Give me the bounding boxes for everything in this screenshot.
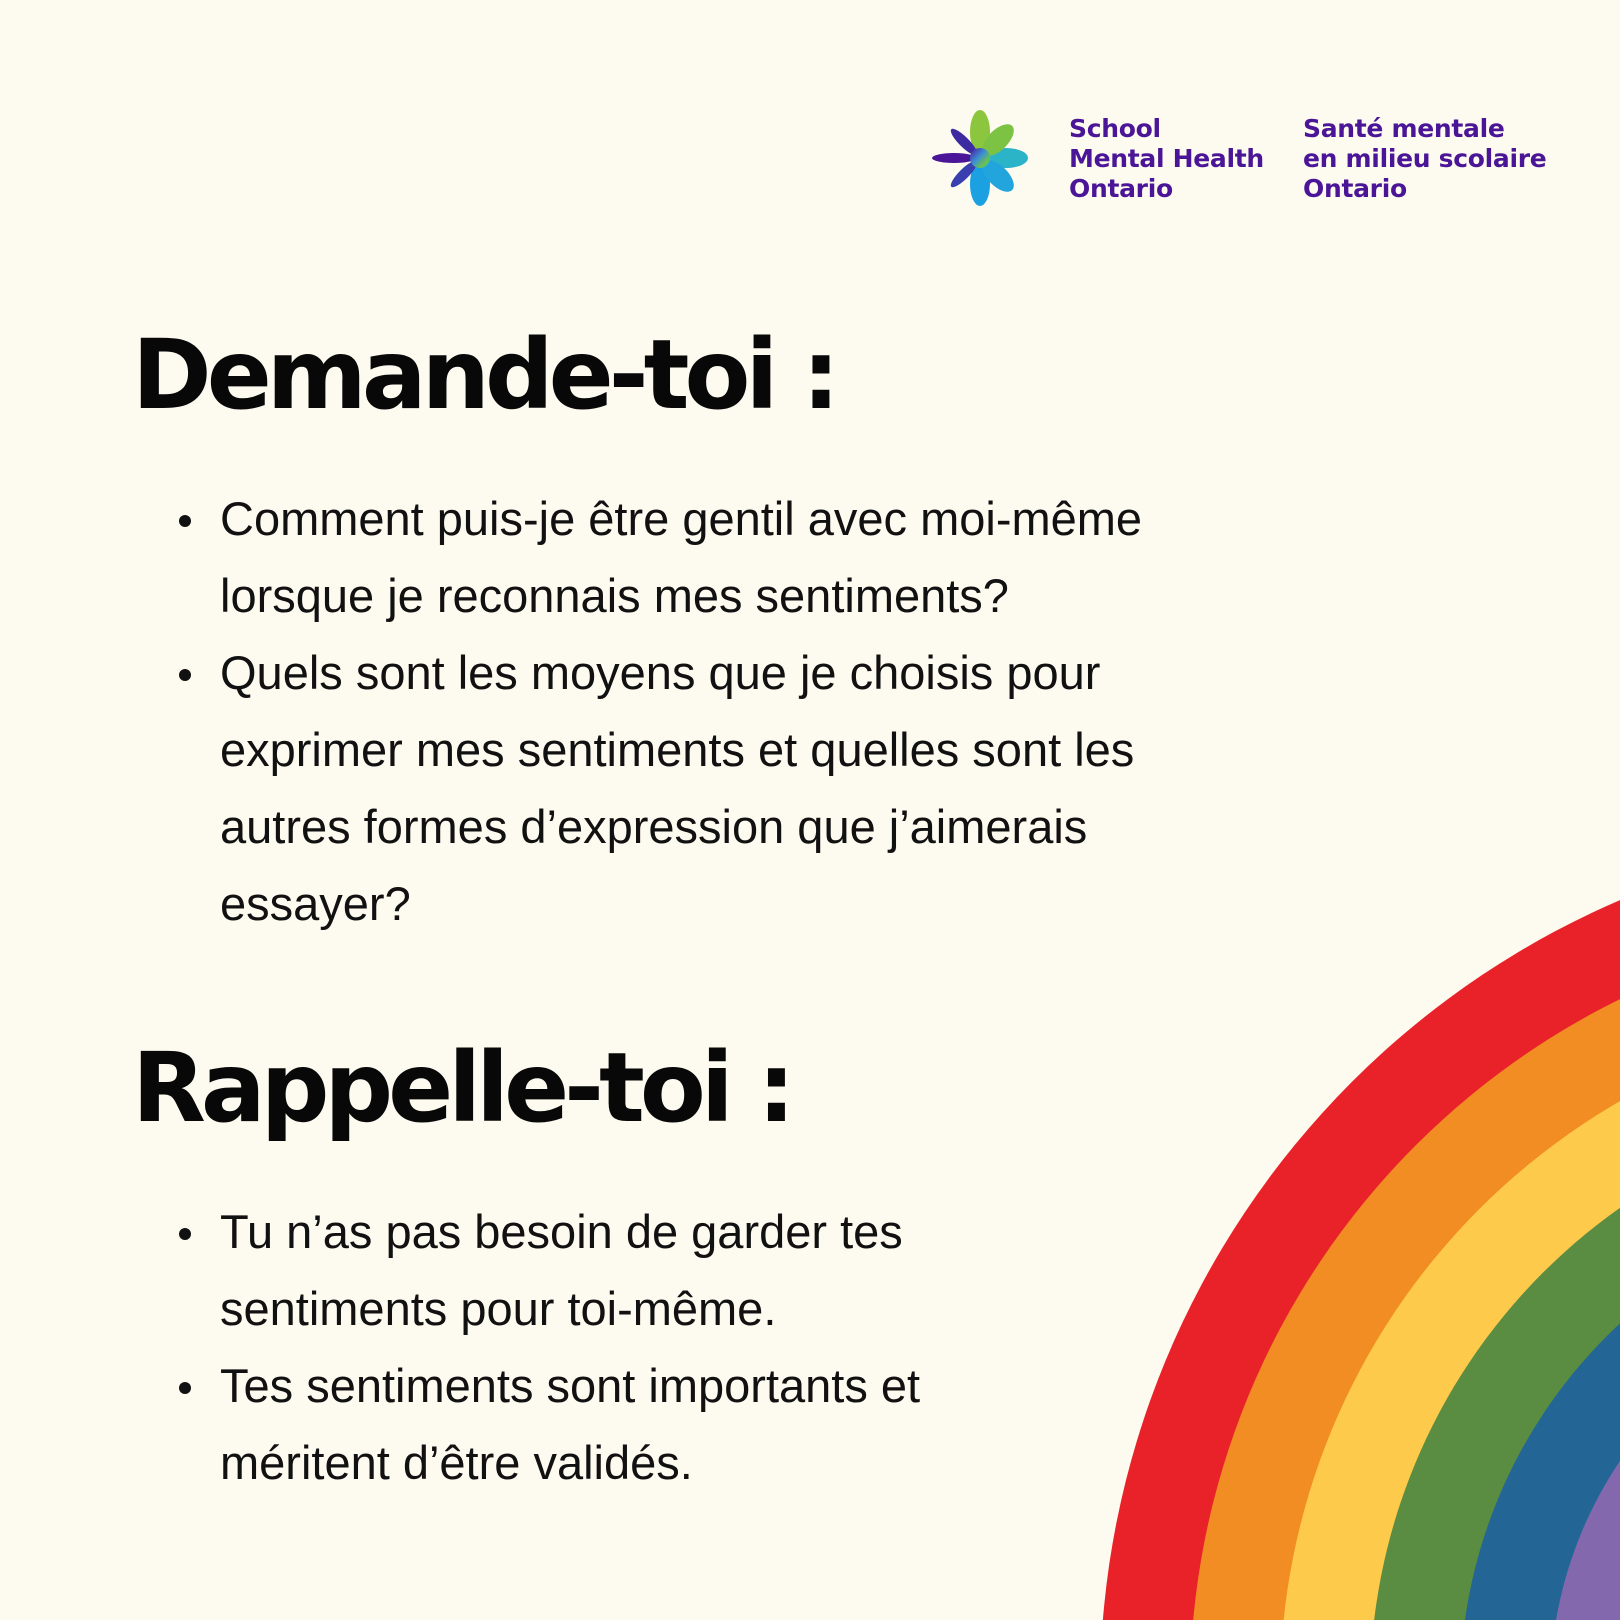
logo-flower-icon: [930, 108, 1030, 208]
list-item: Comment puis-je être gentil avec moi-même lorsque je reconnais mes sentiments?: [175, 480, 1275, 634]
list-item: Tu n’as pas besoin de garder tes sentiments pour toi-même.: [175, 1193, 1025, 1347]
logo-text-french: [1303, 114, 1546, 204]
logo-line: Mental Health: [1069, 144, 1264, 173]
logo-line: en milieu scolaire: [1303, 144, 1547, 173]
question-list: [175, 480, 1275, 942]
list-item: Tes sentiments sont importants et méritent d’être validés.: [175, 1347, 1025, 1501]
heading-rappelle-toi: Rappelle-toi :: [132, 1032, 791, 1144]
logo-line: Ontario: [1069, 174, 1173, 203]
logo-line: Santé mentale: [1303, 114, 1505, 143]
list-item: Quels sont les moyens que je choisis pour exprimer mes sentiments et quelles sont les autres formes d’expression que j’aimerais essayer?: [175, 634, 1275, 942]
logo-line: Ontario: [1303, 174, 1407, 203]
logo-line: School: [1069, 114, 1161, 143]
logo-text-english: [1069, 114, 1264, 204]
reminder-list: [175, 1193, 1025, 1501]
heading-demande-toi: Demande-toi :: [132, 319, 836, 431]
